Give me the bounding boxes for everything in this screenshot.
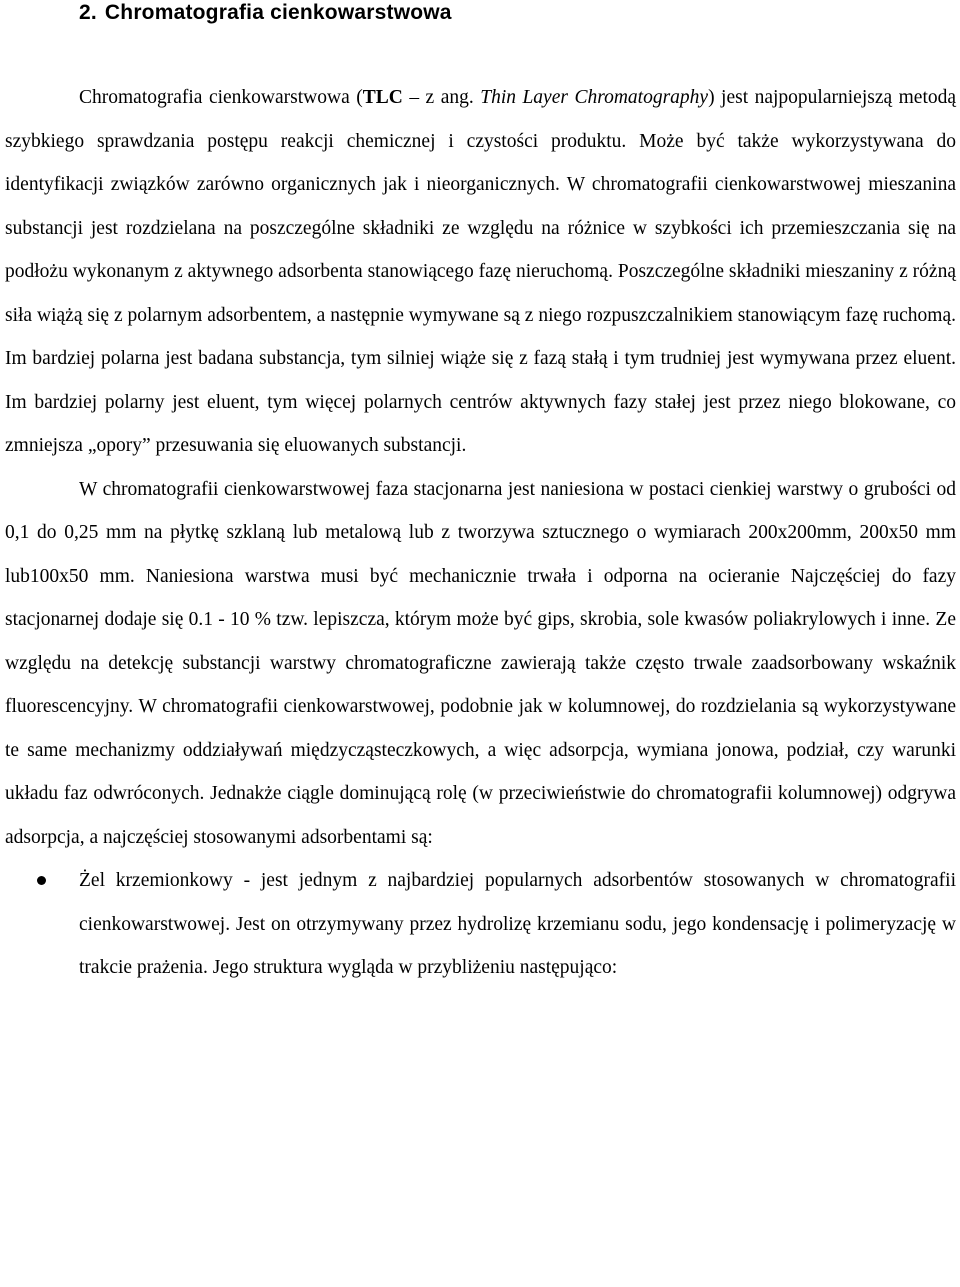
section-title: Chromatografia cienkowarstwowa [104,1,452,24]
paragraph-stationary-phase: W chromatografii cienkowarstwowej faza stacjonarna jest naniesiona w postaci cienkiej warstwy o grubości od 0,1 do 0,25 mm na płytkę szklaną lub metalową lub z tworzywa sztucznego o wymiarach 200x200mm, 200x50 mm lub100x50 mm. Naniesiona warstwa musi być mechanicznie trwała i odporna na ocieranie Najczęściej do fazy stacjonarnej dodaje się 0.1 - 10 % tzw. lepiszcza, którym może być gips, skrobia, sole kwasów poliakrylowych i inne. Ze względu na detekcję substancji warstwy chromatograficzne zawierają także często trwale zaadsorbowany wskaźnik fluorescencyjny. W chromatografii cienkowarstwowej, podobnie jak w kolumnowej, do rozdzielania są wykorzystywane te same mechanizmy oddziaływań międzycząsteczkowych, a więc adsorpcja, wymiana jonowa, podział, czy warunki układu faz odwróconych. Jednakże ciągle dominującą rolę (w przeciwieństwie do chromatografii kolumnowej) odgrywa adsorpcja, a najczęściej stosowanymi adsorbentami są: [5,478,956,848]
section-heading [79,0,452,26]
paragraph-lead-text: Chromatografia cienkowarstwowa ( [79,87,363,108]
tlc-abbreviation: TLC [362,87,403,108]
document-body [5,76,956,990]
paragraph-rest-text: ) jest najpopularniejszą metodą szybkiego sprawdzania postępu reakcji chemicznej i czystości produktu. Może być także wykorzystywana do identyfikacji związków zarówno organicznych jak i nieorganicznych. W chromatografii cienkowarstwowej mieszanina substancji jest rozdzielana na poszczególne składniki ze względu na różnice w szybkości ich przemieszczania się na podłożu wykonanym z aktywnego adsorbenta stanowiącego fazę nieruchomą. Poszczególne składniki mieszaniny z różną siła wiążą się z polarnym adsorbentem, a następnie wymywane są z niego rozpuszczalnikiem stanowiącym fazę ruchomą. Im bardziej polarna jest badana substancja, tym silniej wiąże się z fazą stałą i tym trudniej jest wymywana przez eluent. Im bardziej polarny jest eluent, tym więcej polarnych centrów aktywnych fazy stałej jest przez niego blokowane, co zmniejsza „opory” przesuwania się eluowanych substancji. [5,87,957,456]
bullet-icon [37,876,46,885]
list-item-text: Żel krzemionkowy - jest jednym z najbardziej popularnych adsorbentów stosowanych w chromatografii cienkowarstwowej. Jest on otrzymywany przez hydrolizę krzemianu sodu, jego kondensację i polimeryzację w trakcie prażenia. Jego struktura wygląda w przybliżeniu następująco: [79,870,956,978]
paragraph-tlc-intro [5,76,956,468]
paragraph-mid-text: – z ang. [402,87,481,108]
english-term: Thin Layer Chromatography [480,87,709,108]
section-number: 2. [79,1,97,24]
adsorbent-list [5,859,956,990]
list-item [5,859,956,990]
